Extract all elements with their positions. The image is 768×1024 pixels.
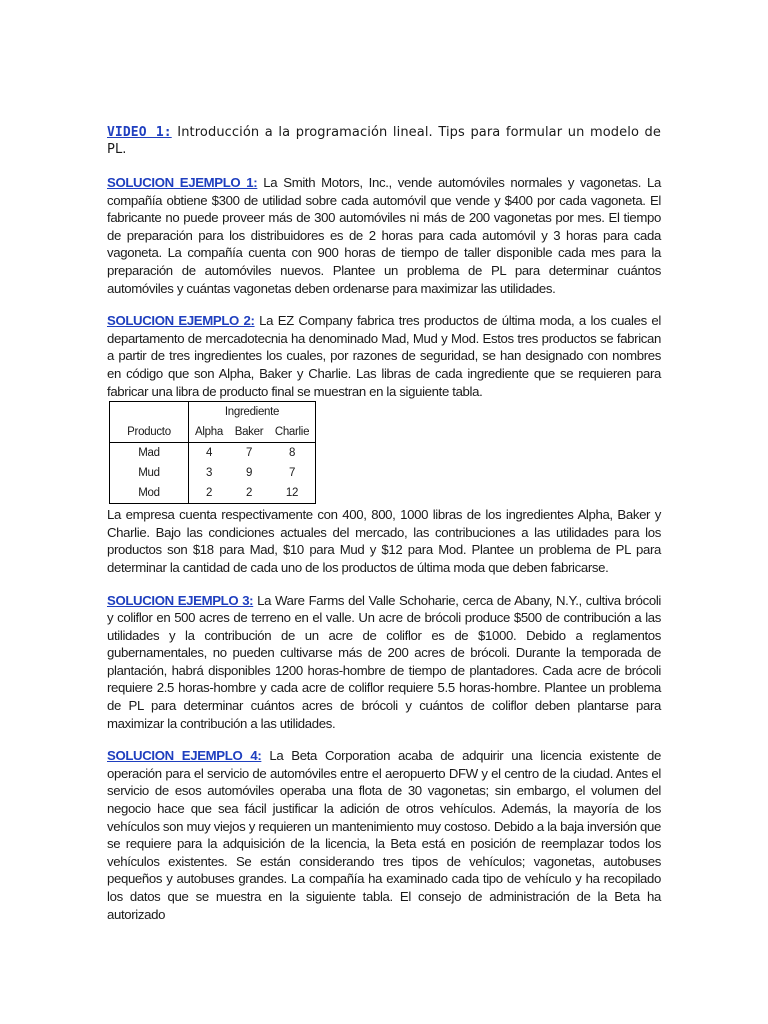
example-4-heading[interactable]: SOLUCION EJEMPLO 4: bbox=[107, 748, 262, 764]
example-3-heading[interactable]: SOLUCION EJEMPLO 3: bbox=[107, 592, 254, 608]
table-row bbox=[110, 483, 316, 504]
table-cell: 12 bbox=[269, 483, 315, 504]
table-col-header: Charlie bbox=[269, 422, 315, 443]
example-3-text: La Ware Farms del Valle Schoharie, cerca de Abany, N.Y., cultiva brócoli y coliflor en 500 acres de terreno en el valle. Un acre de brócoli produce $500 de contribución a las utilidades y la contribución de un acre de coliflor es de $1000. Debido a reglamentos gubernamentales, no pueden cultivarse más de 200 acres de brócoli. Durante la temporada de plantación, habrá disponibles 1200 horas-hombre de tiempo de plantadores. Cada acre de brócoli requiere 2.5 horas-hombre y cada acre de coliflor requiere 5.5 horas-hombre. Plantee un problema de PL para determinar cuántos acres de brócoli y cuántos de coliflor deben plantarse para maximizar la contribución a las utilidades. bbox=[107, 592, 661, 731]
example-1-text: La Smith Motors, Inc., vende automóviles normales y vagonetas. La compañía obtiene $300 de utilidad sobre cada automóvil que vende y $400 por cada vagoneta. El fabricante no puede proveer más de 300 automóviles ni más de 200 vagonetas por mes. El tiempo de preparación para los distribuidores es de 2 horas para cada automóvil y 3 horas para cada vagoneta. La compañía cuenta con 900 horas de tiempo de taller disponible cada mes para la preparación de automóviles nuevos. Plantee un problema de PL para determinar cuántos automóviles y cuántas vagonetas deben ordenarse para maximizar las utilidades. bbox=[107, 175, 662, 296]
example-1-heading[interactable]: SOLUCION EJEMPLO 1: bbox=[107, 175, 258, 190]
video-paragraph bbox=[107, 124, 661, 158]
example-3-paragraph bbox=[107, 592, 661, 733]
table-cell: 2 bbox=[229, 483, 269, 504]
table-cell: 8 bbox=[288, 447, 296, 460]
table-cell-product: Mud bbox=[110, 463, 189, 483]
example-2-continuation: La empresa cuenta respectivamente con 400, 800, 1000 libras de los ingredientes Alpha, Baker y Charlie. Bajo las condiciones actuales del mercado, las contribuciones a las utilidades para los productos son $18 para Mad, $10 para Mud y $12 para Mod. Plantee un problema de PL para determinar la cantidad de cada uno de los productos de última moda que deben fabricarse. bbox=[107, 507, 661, 575]
table-cell: 3 bbox=[189, 463, 230, 483]
video-link[interactable]: VIDEO 1: bbox=[107, 125, 172, 140]
table-cell-product: Mod bbox=[110, 483, 189, 504]
table-cell: 7 bbox=[288, 467, 296, 480]
table-cell: 9 bbox=[245, 467, 253, 480]
table-cell: 4 bbox=[189, 443, 230, 464]
table-row bbox=[110, 463, 316, 483]
table-row bbox=[110, 443, 316, 464]
table-cell: 2 bbox=[189, 483, 230, 504]
table-col-header: Alpha bbox=[189, 422, 230, 443]
example-2-heading[interactable]: SOLUCION EJEMPLO 2: bbox=[107, 313, 255, 329]
table-cell: 7 bbox=[245, 447, 253, 460]
ingredient-table bbox=[109, 401, 316, 504]
example-4-text: La Beta Corporation acaba de adquirir una licencia existente de operación para el servicio de automóviles entre el aeropuerto DFW y el centro de la ciudad. Antes el servicio de esos automóviles operaba una flota de 30 vagonetas; sin embargo, el volumen del negocio hace que sea fácil justificar la adición de otros vehículos. Además, la mayoría de los vehículos son muy viejos y requieren un mantenimiento muy costoso. Debido a la baja inversión que se requiere para la adquisición de la licencia, la Beta está en posición de reemplazar todos los vehículos existentes. Se están considerando tres tipos de vehículos; vagonetas, autobuses pequeños y autobuses grandes. La compañía ha examinado cada tipo de vehículo y ha recopilado los datos que se muestra en la siguiente tabla. El consejo de administración de la Beta ha autorizado bbox=[107, 748, 661, 922]
example-2-paragraph bbox=[107, 312, 661, 400]
table-cell-product: Mad bbox=[110, 443, 189, 464]
table-group-header: Ingrediente bbox=[189, 402, 316, 423]
document-body bbox=[107, 124, 661, 938]
example-1-paragraph bbox=[107, 174, 661, 297]
table-col-header: Baker bbox=[229, 422, 269, 443]
table-row-header: Producto bbox=[110, 422, 189, 443]
example-2-text: La EZ Company fabrica tres productos de última moda, a los cuales el departamento de mercadotecnia ha denominado Mad, Mud y Mod. Estos tres productos se fabrican a partir de tres ingredientes los cuales, por razones de seguridad, se han designado con nombres en código que son Alpha, Baker y Charlie. Las libras de cada ingrediente que se requieren para fabricar una libra de producto final se muestran en la siguiente tabla. bbox=[107, 313, 661, 399]
video-text: Introducción a la programación lineal. Tips para formular un modelo de PL. bbox=[107, 125, 661, 157]
table-corner-cell bbox=[110, 402, 189, 423]
example-4-paragraph bbox=[107, 747, 661, 923]
